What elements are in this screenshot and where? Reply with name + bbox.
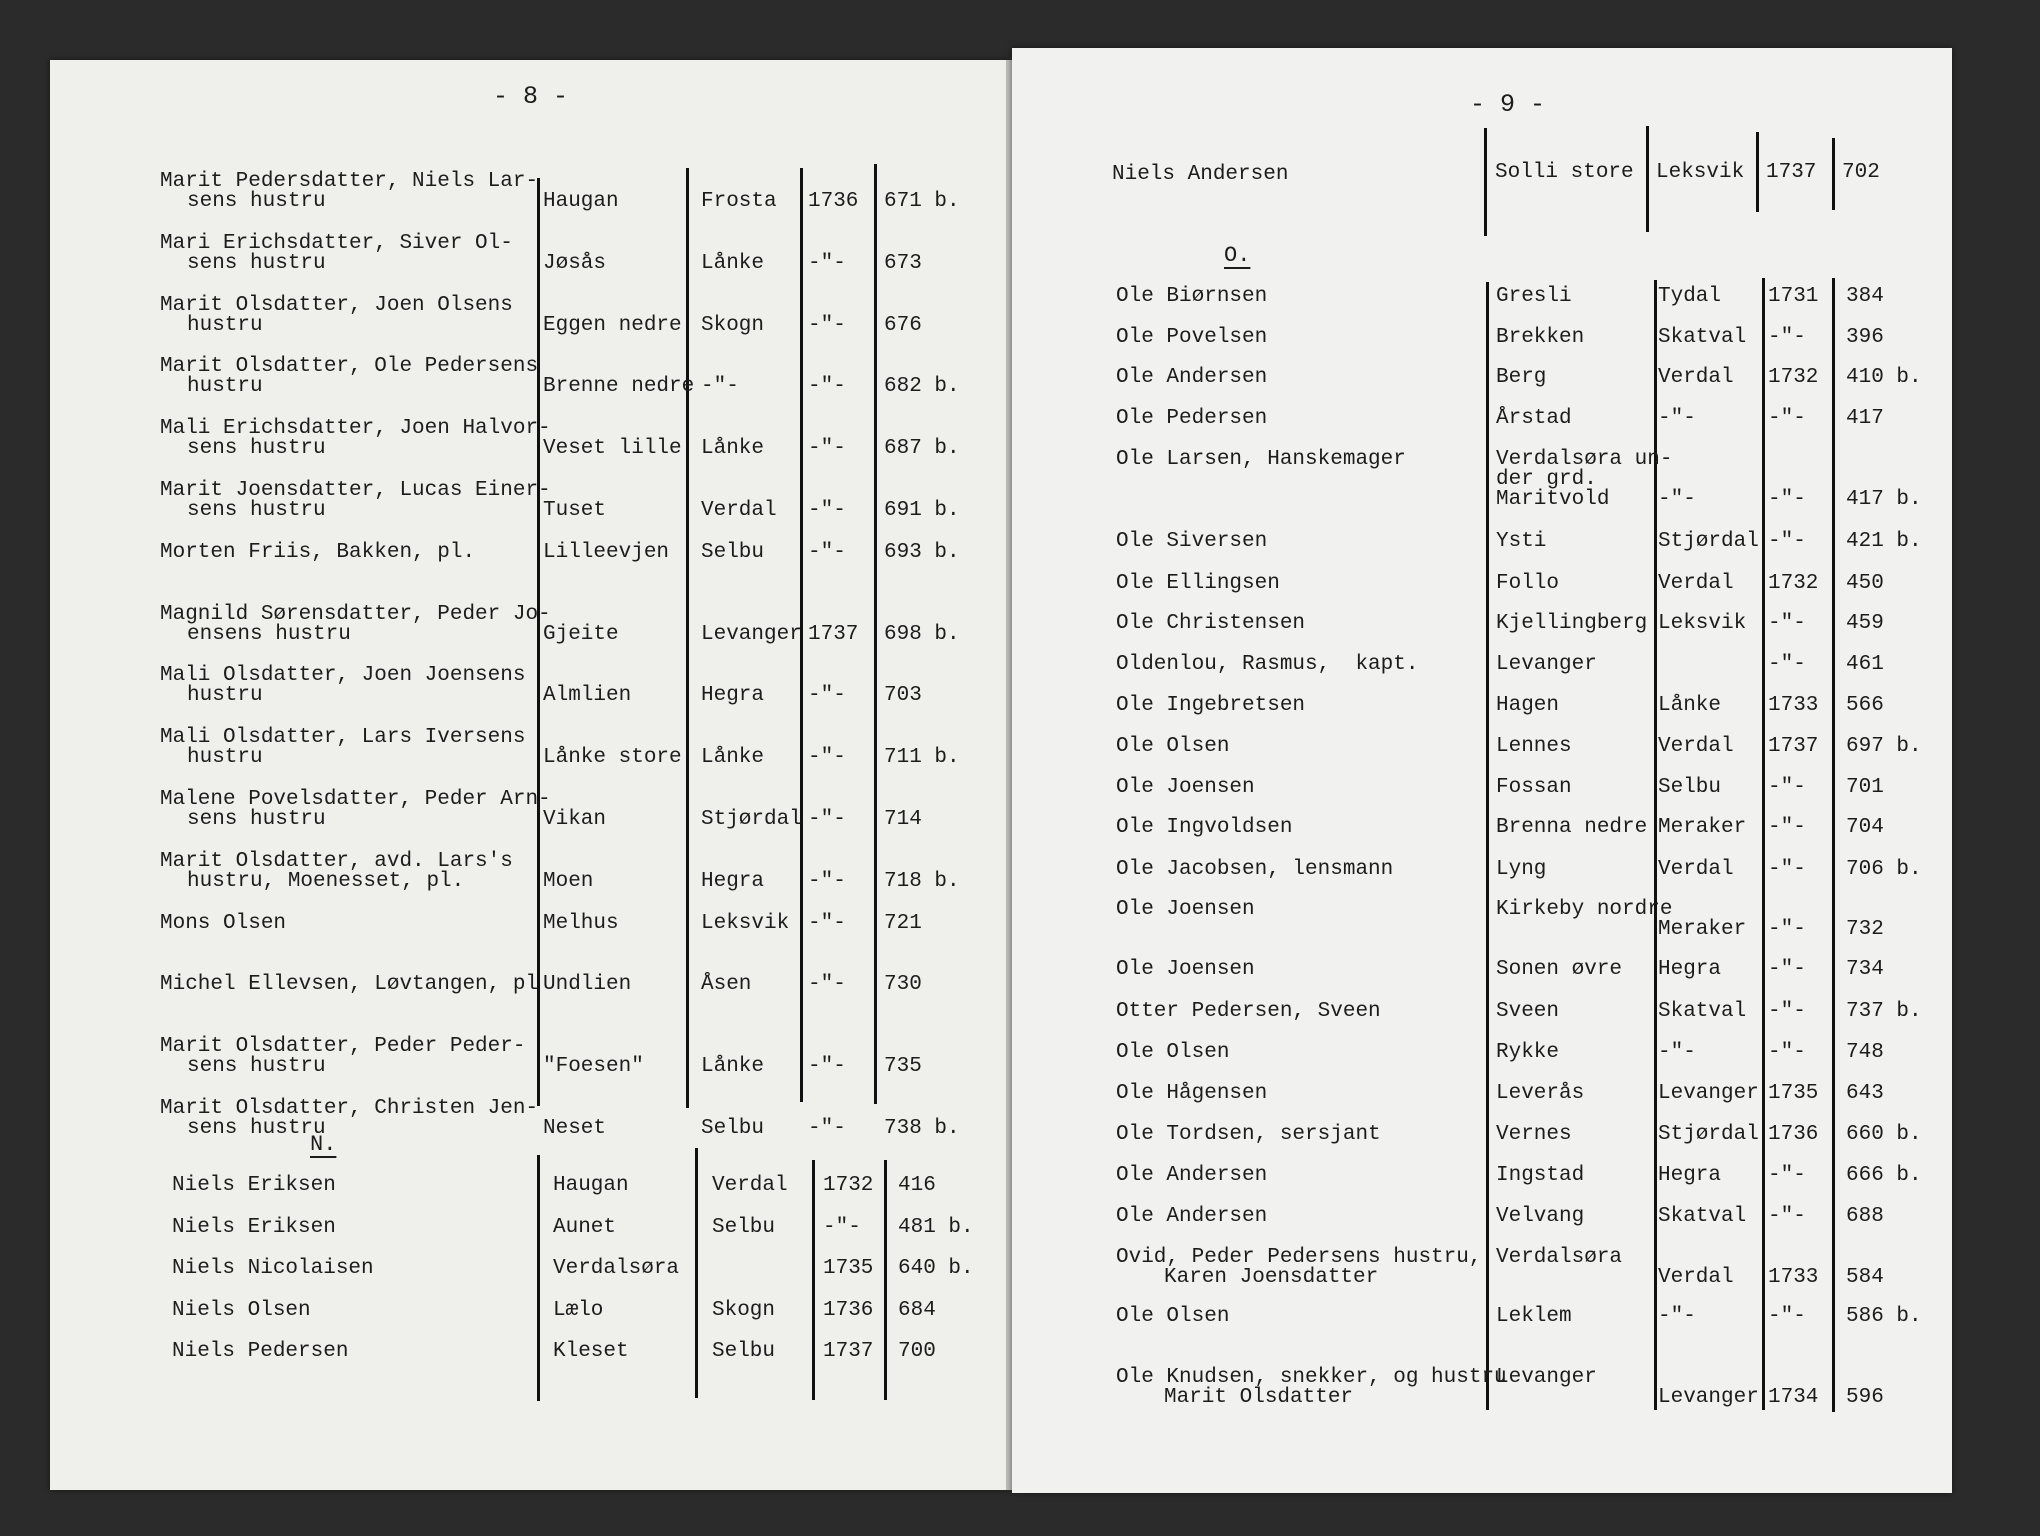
- o-entry-name-line1: Ole Christensen: [1116, 612, 1306, 635]
- o-entry-farm-line1: Ysti: [1496, 530, 1547, 553]
- o-entry-year: -"-: [1768, 530, 1806, 553]
- o-entry-farm-line1: Leklem: [1496, 1305, 1572, 1328]
- entry-name-line2: sens hustru: [187, 1117, 326, 1140]
- top-entry-number: 702: [1842, 161, 1880, 184]
- o-entry-number: 666 b.: [1846, 1164, 1922, 1187]
- o-entry-number: 748: [1846, 1041, 1884, 1064]
- entry-year: -"-: [808, 375, 846, 399]
- entry-parish: Skogn: [701, 313, 765, 337]
- o-entry-number: 660 b.: [1846, 1123, 1922, 1146]
- entry-farm: Moen: [543, 869, 594, 893]
- o-entry-name-line2: Karen Joensdatter: [1164, 1266, 1379, 1289]
- o-entry-name-line1: Ole Povelsen: [1116, 326, 1268, 349]
- entry-parish: Frosta: [701, 190, 777, 213]
- o-entry-name-line1: Ole Andersen: [1116, 1164, 1268, 1187]
- o-entry-parish: Levanger: [1658, 1386, 1759, 1409]
- o-entry-farm-line1: Sonen øvre: [1496, 958, 1623, 981]
- o-entry-number: 417: [1846, 407, 1884, 430]
- o-entry-farm-line1: Lyng: [1496, 858, 1547, 881]
- o-entry-farm-line1: Rykke: [1496, 1041, 1560, 1064]
- left-page-number: - 8 -: [493, 82, 569, 111]
- n-entry-year: -"-: [823, 1215, 861, 1239]
- right-column-rule-3: [1762, 278, 1765, 1410]
- o-entry-farm-line1: Fossan: [1496, 776, 1572, 799]
- o-entry-year: 1733: [1768, 694, 1819, 717]
- n-entry-name: Niels Nicolaisen: [172, 1257, 374, 1280]
- o-entry-number: 410 b.: [1846, 366, 1922, 389]
- o-entry-number: 459: [1846, 612, 1884, 635]
- o-entry-name-line1: Ole Andersen: [1116, 366, 1268, 389]
- entry-farm: Brenne nedre: [543, 375, 695, 399]
- o-entry-farm-line1: Brekken: [1496, 326, 1585, 349]
- top-entry-parish: Leksvik: [1656, 161, 1745, 184]
- right-page-number: - 9 -: [1470, 90, 1546, 119]
- entry-parish: Selbu: [701, 1117, 765, 1140]
- entry-number: 735: [884, 1055, 922, 1079]
- o-entry-year: -"-: [1768, 1305, 1806, 1328]
- top-entry-name: Niels Andersen: [1112, 163, 1289, 186]
- o-entry-number: 421 b.: [1846, 530, 1922, 553]
- entry-farm: Haugan: [543, 190, 619, 213]
- o-entry-year: -"-: [1768, 1041, 1806, 1064]
- left-column-rule-1: [537, 178, 540, 1106]
- left-column-rule-2: [686, 168, 689, 1108]
- o-entry-number: 584: [1846, 1266, 1884, 1289]
- right-top-rule-1: [1484, 128, 1487, 236]
- o-entry-year: 1732: [1768, 572, 1819, 595]
- left-n-rule-3: [812, 1160, 815, 1400]
- entry-number: 673: [884, 251, 922, 275]
- o-entry-farm-line2: der grd.: [1496, 468, 1597, 491]
- entry-year: -"-: [808, 746, 846, 770]
- o-entry-year: 1733: [1768, 1266, 1819, 1289]
- entry-name-line2: hustru: [187, 746, 263, 770]
- o-entry-parish: Meraker: [1658, 918, 1747, 941]
- o-entry-number: 396: [1846, 326, 1884, 349]
- entry-number: 682 b.: [884, 375, 960, 399]
- n-entry-number: 416: [898, 1174, 936, 1197]
- o-entry-farm-line1: Verdalsøra: [1496, 1246, 1623, 1269]
- o-entry-year: 1731: [1768, 285, 1819, 308]
- entry-name-line2: hustru: [187, 313, 263, 337]
- entry-year: 1737: [808, 622, 859, 646]
- o-entry-year: 1736: [1768, 1123, 1819, 1146]
- entry-name-line1: Marit Olsdatter, Joen Olsens: [160, 293, 513, 317]
- o-entry-parish: -"-: [1658, 407, 1696, 430]
- n-entry-parish: Verdal: [712, 1174, 788, 1197]
- n-entry-name: Niels Pedersen: [172, 1340, 349, 1363]
- o-entry-parish: Levanger: [1658, 1082, 1759, 1105]
- entry-parish: Lånke: [701, 251, 765, 275]
- o-entry-year: -"-: [1768, 918, 1806, 941]
- entry-name-line1: Michel Ellevsen, Løvtangen, pl: [160, 973, 539, 997]
- entry-name-line2: hustru, Moenesset, pl.: [187, 869, 465, 893]
- o-entry-name-line1: Ole Ingebretsen: [1116, 694, 1306, 717]
- o-entry-year: -"-: [1768, 858, 1806, 881]
- o-entry-name-line2: Marit Olsdatter: [1164, 1386, 1354, 1409]
- entry-year: -"-: [808, 808, 846, 831]
- entry-parish: Verdal: [701, 499, 777, 522]
- entry-name-line1: Marit Olsdatter, Peder Peder-: [160, 1035, 526, 1059]
- entry-number: 671 b.: [884, 190, 960, 213]
- o-entry-farm-line1: Kirkeby nordre: [1496, 898, 1673, 921]
- n-entry-farm: Kleset: [553, 1340, 629, 1363]
- o-entry-farm-line1: Follo: [1496, 572, 1560, 595]
- o-entry-number: 417 b.: [1846, 488, 1922, 511]
- o-entry-number: 697 b.: [1846, 735, 1922, 758]
- entry-year: -"-: [808, 1117, 846, 1140]
- o-entry-parish: Verdal: [1658, 1266, 1734, 1289]
- o-entry-name-line1: Ovid, Peder Pedersens hustru,: [1116, 1246, 1482, 1269]
- o-entry-name-line1: Ole Olsen: [1116, 735, 1230, 758]
- entry-number: 691 b.: [884, 499, 960, 522]
- o-entry-parish: -"-: [1658, 1041, 1696, 1064]
- entry-farm: Veset lille: [543, 437, 682, 461]
- o-entry-number: 384: [1846, 285, 1884, 308]
- o-entry-name-line1: Otter Pedersen, Sveen: [1116, 1000, 1381, 1023]
- entry-number: 698 b.: [884, 622, 960, 646]
- o-entry-name-line1: Ole Ingvoldsen: [1116, 816, 1293, 839]
- n-entry-year: 1735: [823, 1257, 874, 1280]
- right-column-rule-1: [1486, 282, 1489, 1410]
- entry-name-line1: Mons Olsen: [160, 911, 287, 935]
- entry-parish: Leksvik: [701, 911, 790, 935]
- o-entry-farm-line1: Hagen: [1496, 694, 1560, 717]
- right-column-rule-4: [1832, 278, 1835, 1412]
- o-entry-year: 1735: [1768, 1082, 1819, 1105]
- entry-year: -"-: [808, 869, 846, 893]
- left-n-rule-4: [884, 1160, 887, 1400]
- entry-name-line1: Mali Olsdatter, Lars Iversens: [160, 726, 526, 750]
- n-entry-farm: Haugan: [553, 1174, 629, 1197]
- entry-year: -"-: [808, 313, 846, 337]
- entry-name-line1: Marit Olsdatter, avd. Lars's: [160, 849, 513, 873]
- entry-farm: Tuset: [543, 499, 607, 522]
- o-entry-number: 643: [1846, 1082, 1884, 1105]
- entry-year: -"-: [808, 540, 846, 564]
- o-entry-parish: Skatval: [1658, 326, 1747, 349]
- left-n-rule-1: [537, 1155, 540, 1401]
- entry-parish: Hegra: [701, 684, 765, 708]
- n-entry-year: 1737: [823, 1340, 874, 1363]
- entry-name-line1: Magnild Sørensdatter, Peder Jo-: [160, 602, 551, 626]
- entry-farm: Lilleevjen: [543, 540, 670, 564]
- o-entry-year: -"-: [1768, 326, 1806, 349]
- entry-number: 703: [884, 684, 922, 708]
- n-entry-parish: Selbu: [712, 1215, 776, 1239]
- o-entry-name-line1: Ole Andersen: [1116, 1205, 1268, 1228]
- o-entry-farm-line1: Lennes: [1496, 735, 1572, 758]
- o-entry-number: 734: [1846, 958, 1884, 981]
- o-entry-parish: Meraker: [1658, 816, 1747, 839]
- entry-year: 1736: [808, 190, 859, 213]
- entry-number: 718 b.: [884, 869, 960, 893]
- left-column-rule-4: [874, 164, 877, 1104]
- o-entry-name-line1: Ole Olsen: [1116, 1305, 1230, 1328]
- o-entry-parish: Leksvik: [1658, 612, 1747, 635]
- n-entry-name: Niels Olsen: [172, 1298, 311, 1322]
- o-entry-number: 450: [1846, 572, 1884, 595]
- entry-parish: Levanger: [701, 622, 802, 646]
- o-entry-year: 1737: [1768, 735, 1819, 758]
- n-entry-number: 640 b.: [898, 1257, 974, 1280]
- entry-name-line1: Marit Joensdatter, Lucas Einer-: [160, 479, 551, 502]
- entry-farm: Almlien: [543, 684, 632, 708]
- o-entry-name-line1: Ole Joensen: [1116, 898, 1255, 921]
- section-n-heading: N.: [310, 1132, 337, 1157]
- o-entry-parish: Skatval: [1658, 1205, 1747, 1228]
- right-top-rule-3: [1756, 132, 1759, 212]
- o-entry-number: 596: [1846, 1386, 1884, 1409]
- o-entry-year: -"-: [1768, 612, 1806, 635]
- o-entry-name-line1: Ole Knudsen, snekker, og hustru: [1116, 1366, 1507, 1389]
- entry-number: 711 b.: [884, 746, 960, 770]
- o-entry-farm-line1: Ingstad: [1496, 1164, 1585, 1187]
- entry-name-line1: Marit Olsdatter, Ole Pedersens: [160, 355, 539, 379]
- n-entry-parish: Selbu: [712, 1340, 776, 1363]
- o-entry-parish: -"-: [1658, 488, 1696, 511]
- entry-parish: Selbu: [701, 540, 765, 564]
- entry-number: 693 b.: [884, 540, 960, 564]
- n-entry-year: 1732: [823, 1174, 874, 1197]
- entry-name-line2: sens hustru: [187, 1055, 326, 1079]
- entry-farm: Melhus: [543, 911, 619, 935]
- o-entry-farm-line1: Årstad: [1496, 407, 1572, 430]
- entry-farm: Eggen nedre: [543, 313, 682, 337]
- o-entry-parish: Selbu: [1658, 776, 1722, 799]
- o-entry-farm-line1: Leverås: [1496, 1082, 1585, 1105]
- o-entry-name-line1: Ole Tordsen, sersjant: [1116, 1123, 1381, 1146]
- entry-year: -"-: [808, 499, 846, 522]
- o-entry-farm-line1: Kjellingberg: [1496, 612, 1648, 635]
- entry-year: -"-: [808, 911, 846, 935]
- n-entry-number: 684: [898, 1298, 936, 1322]
- entry-farm: Vikan: [543, 808, 607, 831]
- entry-parish: Lånke: [701, 1055, 765, 1079]
- entry-name-line1: Malene Povelsdatter, Peder Arn-: [160, 788, 551, 811]
- o-entry-name-line1: Ole Jacobsen, lensmann: [1116, 858, 1394, 881]
- o-entry-parish: Lånke: [1658, 694, 1722, 717]
- entry-parish: Lånke: [701, 437, 765, 461]
- o-entry-parish: Verdal: [1658, 735, 1734, 758]
- entry-year: -"-: [808, 973, 846, 997]
- o-entry-number: 586 b.: [1846, 1305, 1922, 1328]
- o-entry-number: 566: [1846, 694, 1884, 717]
- o-entry-year: -"-: [1768, 1000, 1806, 1023]
- entry-parish: Hegra: [701, 869, 765, 893]
- o-entry-year: -"-: [1768, 958, 1806, 981]
- n-entry-farm: Aunet: [553, 1215, 617, 1239]
- n-entry-number: 481 b.: [898, 1215, 974, 1239]
- o-entry-name-line1: Oldenlou, Rasmus, kapt.: [1116, 653, 1419, 676]
- entry-year: -"-: [808, 684, 846, 708]
- entry-name-line2: sens hustru: [187, 190, 326, 213]
- o-entry-parish: Stjørdal: [1658, 530, 1759, 553]
- o-entry-parish: Verdal: [1658, 572, 1734, 595]
- top-entry-year: 1737: [1766, 161, 1817, 184]
- top-entry-farm: Solli store: [1495, 161, 1634, 184]
- o-entry-farm-line1: Velvang: [1496, 1205, 1585, 1228]
- entry-parish: Stjørdal: [701, 808, 802, 831]
- o-entry-name-line1: Ole Joensen: [1116, 958, 1255, 981]
- o-entry-name-line1: Ole Ellingsen: [1116, 572, 1280, 595]
- entry-name-line2: sens hustru: [187, 437, 326, 461]
- right-top-rule-2: [1646, 126, 1649, 232]
- o-entry-parish: -"-: [1658, 1305, 1696, 1328]
- entry-name-line1: Marit Olsdatter, Christen Jen-: [160, 1097, 539, 1120]
- o-entry-number: 461: [1846, 653, 1884, 676]
- entry-name-line2: sens hustru: [187, 499, 326, 522]
- entry-name-line1: Mali Olsdatter, Joen Joensens: [160, 664, 526, 688]
- o-entry-number: 704: [1846, 816, 1884, 839]
- o-entry-name-line1: Ole Larsen, Hanskemager: [1116, 448, 1406, 471]
- o-entry-name-line1: Ole Olsen: [1116, 1041, 1230, 1064]
- o-entry-farm-line1: Gresli: [1496, 285, 1572, 308]
- entry-name-line2: ensens hustru: [187, 622, 351, 646]
- left-n-rule-2: [695, 1148, 698, 1398]
- o-entry-year: -"-: [1768, 407, 1806, 430]
- o-entry-year: -"-: [1768, 653, 1806, 676]
- entry-number: 714: [884, 808, 922, 831]
- section-o-heading: O.: [1224, 243, 1251, 268]
- entry-year: -"-: [808, 437, 846, 461]
- o-entry-number: 732: [1846, 918, 1884, 941]
- n-entry-name: Niels Eriksen: [172, 1174, 336, 1197]
- entry-parish: -"-: [701, 375, 739, 399]
- o-entry-farm-line1: Vernes: [1496, 1123, 1572, 1146]
- entry-name-line1: Marit Pedersdatter, Niels Lar-: [160, 170, 539, 193]
- entry-farm: Gjeite: [543, 622, 619, 646]
- entry-parish: Åsen: [701, 973, 752, 997]
- o-entry-farm-line1: Levanger: [1496, 1366, 1597, 1389]
- entry-name-line2: hustru: [187, 375, 263, 399]
- o-entry-name-line1: Ole Pedersen: [1116, 407, 1268, 430]
- entry-number: 730: [884, 973, 922, 997]
- right-top-rule-4: [1832, 138, 1835, 210]
- entry-farm: Undlien: [543, 973, 632, 997]
- o-entry-number: 737 b.: [1846, 1000, 1922, 1023]
- o-entry-year: 1732: [1768, 366, 1819, 389]
- o-entry-parish: Verdal: [1658, 366, 1734, 389]
- entry-name-line1: Morten Friis, Bakken, pl.: [160, 540, 476, 564]
- entry-number: 738 b.: [884, 1117, 960, 1140]
- o-entry-number: 701: [1846, 776, 1884, 799]
- o-entry-year: -"-: [1768, 1164, 1806, 1187]
- o-entry-farm-line1: Brenna nedre: [1496, 816, 1648, 839]
- o-entry-farm-line1: Sveen: [1496, 1000, 1560, 1023]
- entry-year: -"-: [808, 1055, 846, 1079]
- o-entry-parish: Skatval: [1658, 1000, 1747, 1023]
- entry-parish: Lånke: [701, 746, 765, 770]
- o-entry-number: 706 b.: [1846, 858, 1922, 881]
- n-entry-farm: Lælo: [553, 1298, 604, 1322]
- n-entry-parish: Skogn: [712, 1298, 776, 1322]
- entry-name-line1: Mali Erichsdatter, Joen Halvor-: [160, 417, 551, 441]
- o-entry-year: -"-: [1768, 488, 1806, 511]
- o-entry-year: -"-: [1768, 776, 1806, 799]
- n-entry-year: 1736: [823, 1298, 874, 1322]
- entry-name-line1: Mari Erichsdatter, Siver Ol-: [160, 231, 513, 255]
- o-entry-farm-line1: Verdalsøra un-: [1496, 448, 1673, 471]
- entry-farm: Jøsås: [543, 251, 607, 275]
- entry-farm: Neset: [543, 1117, 607, 1140]
- entry-year: -"-: [808, 251, 846, 275]
- o-entry-parish: Verdal: [1658, 858, 1734, 881]
- o-entry-number: 688: [1846, 1205, 1884, 1228]
- o-entry-year: 1734: [1768, 1386, 1819, 1409]
- o-entry-farm-line3: Maritvold: [1496, 488, 1610, 511]
- o-entry-year: -"-: [1768, 816, 1806, 839]
- entry-number: 721: [884, 911, 922, 935]
- o-entry-parish: Stjørdal: [1658, 1123, 1759, 1146]
- o-entry-name-line1: Ole Siversen: [1116, 530, 1268, 553]
- o-entry-name-line1: Ole Joensen: [1116, 776, 1255, 799]
- o-entry-parish: Tydal: [1658, 285, 1722, 308]
- entry-number: 687 b.: [884, 437, 960, 461]
- n-entry-name: Niels Eriksen: [172, 1215, 336, 1239]
- n-entry-farm: Verdalsøra: [553, 1257, 680, 1280]
- o-entry-name-line1: Ole Hågensen: [1116, 1082, 1268, 1105]
- entry-name-line2: sens hustru: [187, 251, 326, 275]
- n-entry-number: 700: [898, 1340, 936, 1363]
- o-entry-parish: Hegra: [1658, 1164, 1722, 1187]
- entry-name-line2: hustru: [187, 684, 263, 708]
- entry-number: 676: [884, 313, 922, 337]
- o-entry-name-line1: Ole Biørnsen: [1116, 285, 1268, 308]
- o-entry-year: -"-: [1768, 1205, 1806, 1228]
- entry-farm: Lånke store: [543, 746, 682, 770]
- entry-farm: "Foesen": [543, 1055, 644, 1079]
- o-entry-parish: Hegra: [1658, 958, 1722, 981]
- o-entry-farm-line1: Berg: [1496, 366, 1547, 389]
- o-entry-farm-line1: Levanger: [1496, 653, 1597, 676]
- entry-name-line2: sens hustru: [187, 808, 326, 831]
